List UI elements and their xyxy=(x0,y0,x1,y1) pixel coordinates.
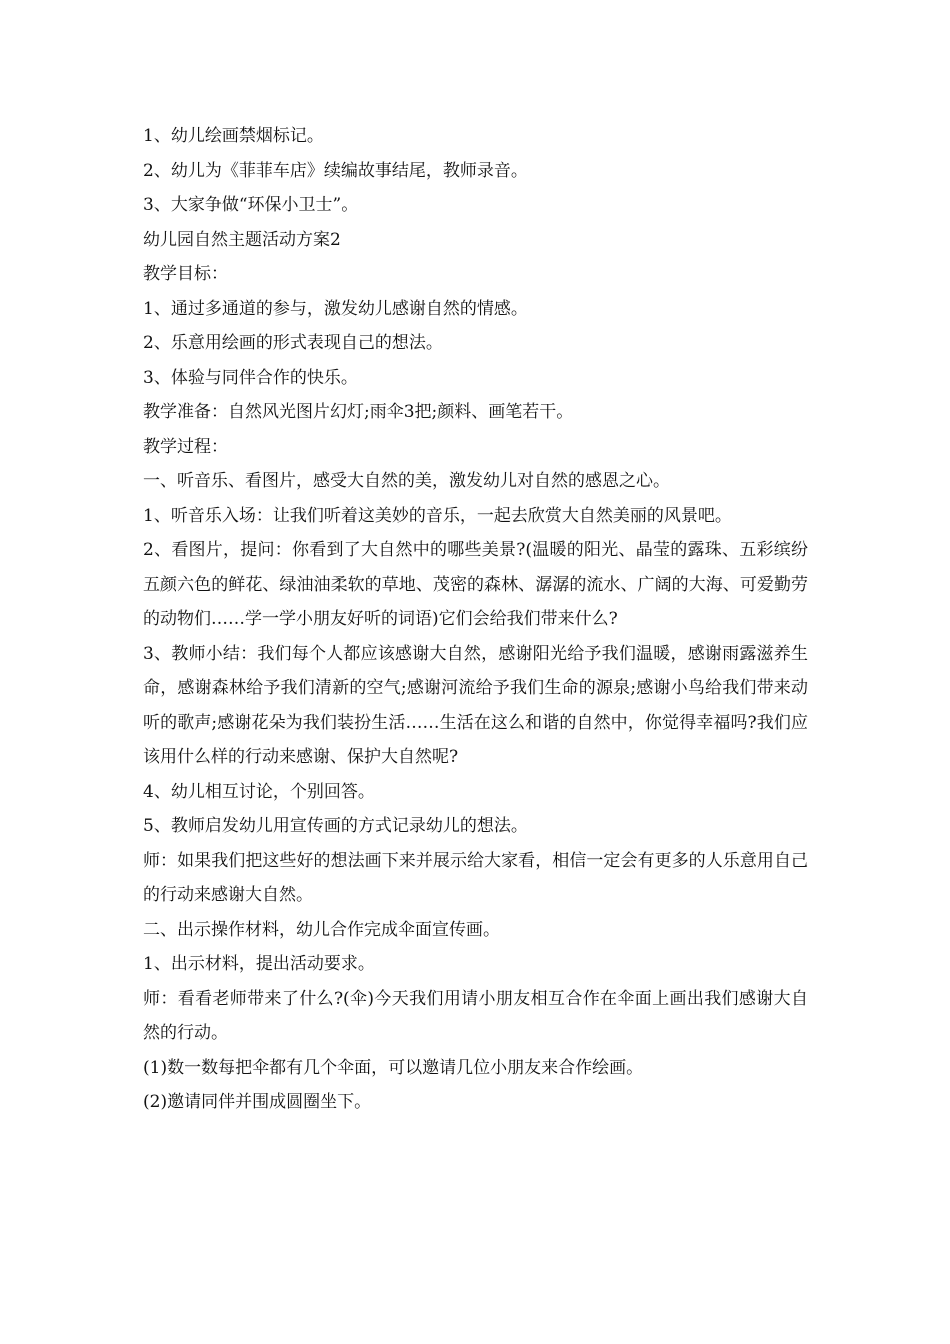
paragraph: 1、幼儿绘画禁烟标记。 xyxy=(143,126,324,146)
paragraph: 1、通过多通道的参与，激发幼儿感谢自然的情感。 xyxy=(143,298,528,319)
paragraph: 师：看看老师带来了什么?(伞)今天我们用请小朋友相互合作在伞面上画出我们感谢大自然的行动。 xyxy=(143,988,808,1043)
paragraph: 2、乐意用绘画的形式表现自己的想法。 xyxy=(143,333,443,353)
paragraph: 3、教师小结：我们每个人都应该感谢大自然，感谢阳光给予我们温暖，感谢雨露滋养生命，感谢森林给予我们清新的空气;感谢河流给予我们生命的源泉;感谢小鸟给我们带来动听的歌声;感谢花朵为我们装扮生活……生活在这么和谐的自然中，你觉得幸福吗?我们应该用什么样的行动来感谢、保护大自然呢? xyxy=(143,643,808,767)
paragraph: 教学目标： xyxy=(143,264,228,284)
paragraph: (1)数一数每把伞都有几个伞面，可以邀请几位小朋友来合作绘画。 xyxy=(143,1057,644,1078)
paragraph: (2)邀请同伴并围成圆圈坐下。 xyxy=(143,1092,372,1112)
paragraph: 1、听音乐入场：让我们听着这美妙的音乐，一起去欣赏大自然美丽的风景吧。 xyxy=(143,505,732,526)
paragraph: 3、大家争做“环保小卫士”。 xyxy=(143,195,359,215)
paragraph: 一、听音乐、看图片，感受大自然的美，激发幼儿对自然的感恩之心。 xyxy=(143,471,670,491)
paragraph: 二、出示操作材料，幼儿合作完成伞面宣传画。 xyxy=(143,919,500,940)
paragraph: 教学过程： xyxy=(143,436,228,457)
paragraph: 5、教师启发幼儿用宣传画的方式记录幼儿的想法。 xyxy=(143,816,528,836)
paragraph: 1、出示材料，提出活动要求。 xyxy=(143,954,375,974)
paragraph: 2、看图片，提问：你看到了大自然中的哪些美景?(温暖的阳光、晶莹的露珠、五彩缤纷五颜六色的鲜花、绿油油柔软的草地、茂密的森林、潺潺的流水、广阔的大海、可爱勤劳的动物们……学一学小朋友好听的词语)它们会给我们带来什么? xyxy=(143,540,808,629)
paragraph: 4、幼儿相互讨论，个别回答。 xyxy=(143,781,375,802)
paragraph: 3、体验与同伴合作的快乐。 xyxy=(143,367,358,388)
paragraph: 2、幼儿为《菲菲车店》续编故事结尾，教师录音。 xyxy=(143,160,528,181)
paragraph: 教学准备：自然风光图片幻灯;雨伞3把;颜料、画笔若干。 xyxy=(143,402,574,422)
document-body xyxy=(143,119,808,1120)
paragraph: 师：如果我们把这些好的想法画下来并展示给大家看，相信一定会有更多的人乐意用自己的行动来感谢大自然。 xyxy=(143,850,808,905)
section-title: 幼儿园自然主题活动方案2 xyxy=(143,229,341,250)
